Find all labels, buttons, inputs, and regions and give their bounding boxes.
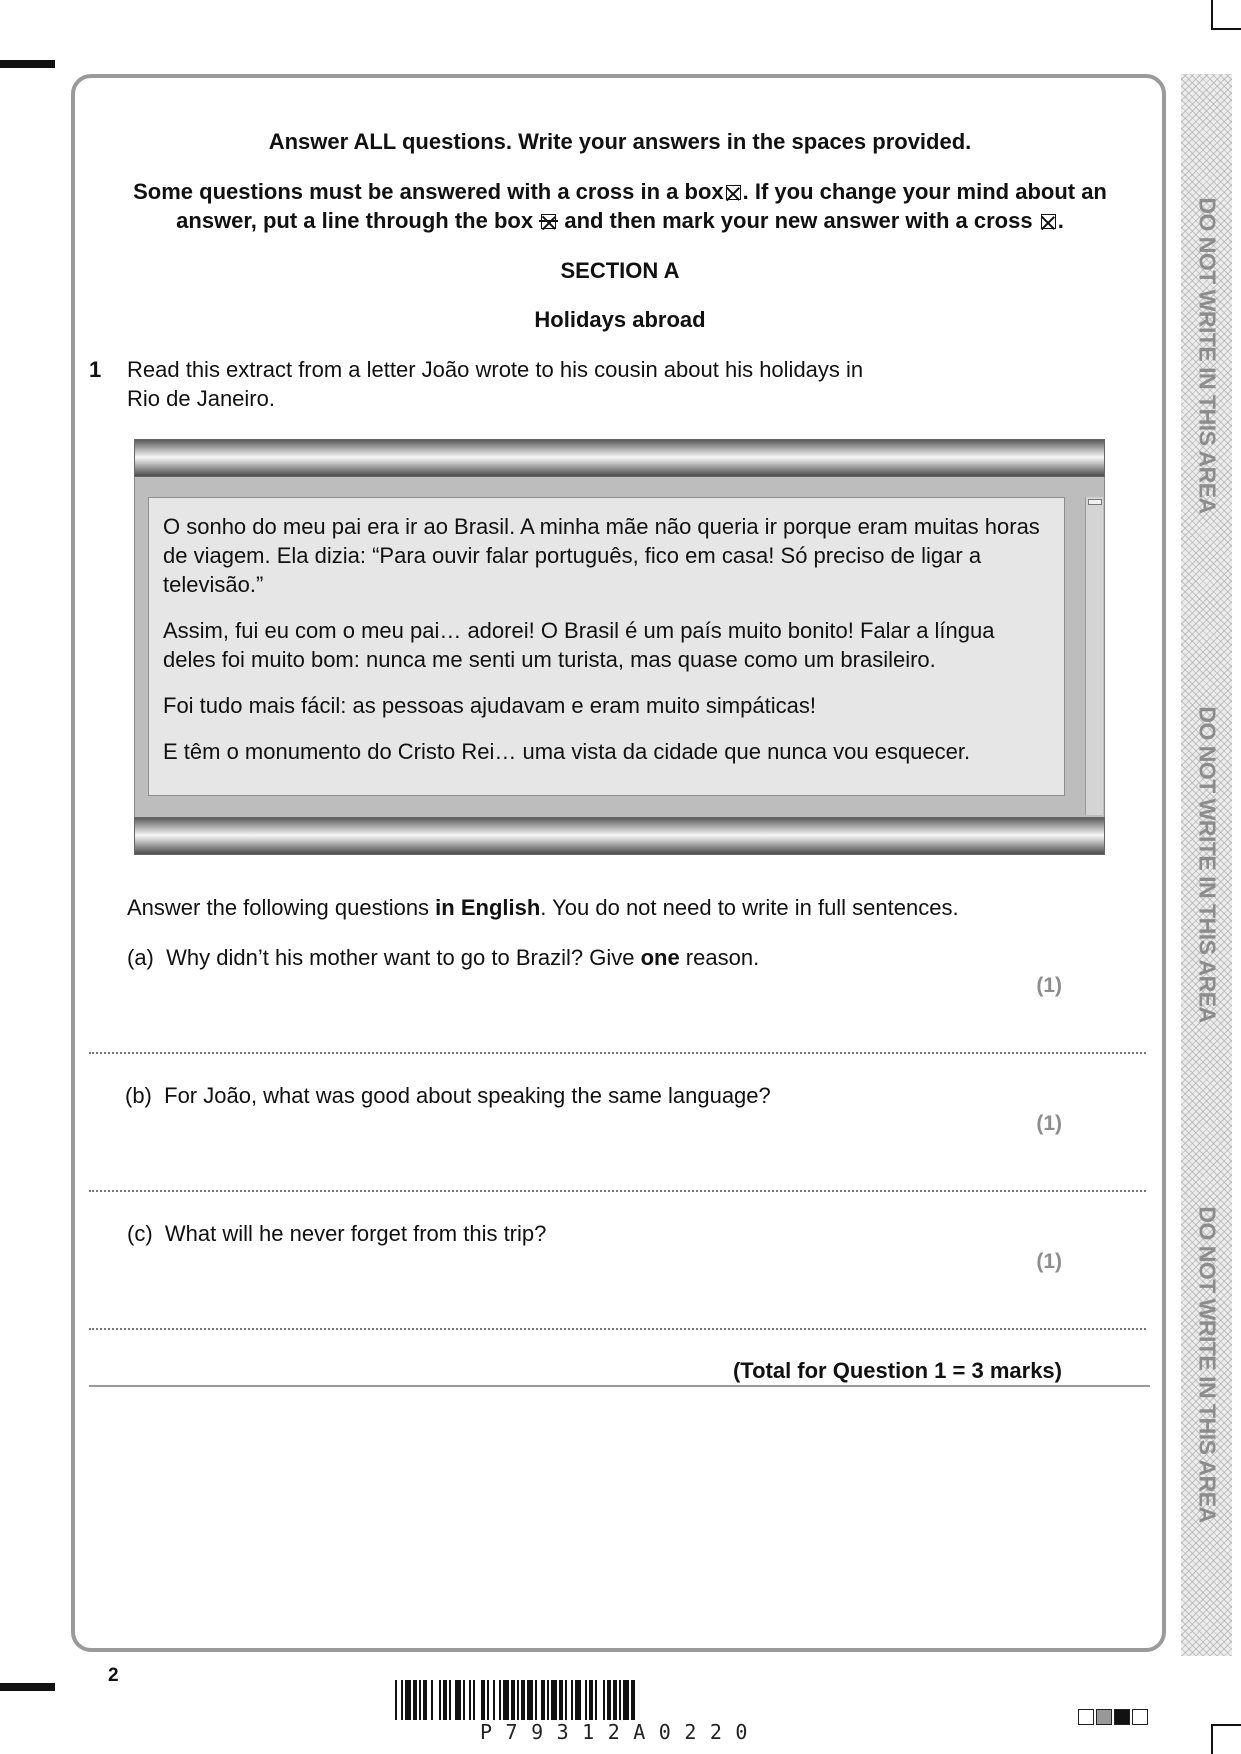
barcode-bar <box>551 1680 557 1720</box>
letter-paragraph: Foi tudo mais fácil: as pessoas ajudavam e eram muito simpáticas! <box>163 693 816 718</box>
instruction-text: Answer the following questions <box>127 895 436 920</box>
question-number: 1 <box>89 357 102 382</box>
letter-extract <box>148 497 1065 796</box>
page-number: 2 <box>108 1665 119 1686</box>
answer-line[interactable] <box>89 1052 1146 1054</box>
instruction-emphasis: in English <box>435 895 541 920</box>
barcode-bar <box>481 1680 485 1720</box>
instruction-line <box>90 177 1150 206</box>
scroll-rod-bottom <box>134 817 1105 855</box>
page-indicator-squares <box>1078 1709 1148 1725</box>
barcode-bar <box>575 1680 581 1720</box>
instruction-text: Some questions must be answered with a cross in a box <box>133 179 724 204</box>
barcode-bar <box>487 1680 489 1720</box>
letter-paragraph: Assim, fui eu com o meu pai… adorei! O Brasil é um país muito bonito! Falar a língua deles foi muito bom: nunca me senti um turista, mas quase como um brasileiro. <box>163 618 995 672</box>
barcode-bar <box>559 1680 563 1720</box>
barcode-bar <box>405 1680 411 1720</box>
sub-question-text: For João, what was good about speaking the same language? <box>164 1083 771 1108</box>
barcode-bar <box>585 1680 587 1720</box>
barcode-bar <box>439 1680 441 1720</box>
sub-question-c <box>127 1219 546 1248</box>
barcode-bar <box>419 1680 421 1720</box>
sub-question-b <box>125 1081 771 1110</box>
barcode-bar <box>423 1680 427 1720</box>
crop-mark <box>1211 0 1241 30</box>
cross-box-icon <box>1041 214 1056 229</box>
sub-question-a <box>127 943 759 972</box>
answer-line[interactable] <box>89 1328 1146 1330</box>
barcode-bar <box>595 1680 597 1720</box>
instruction-text: and then mark your new answer with a cross <box>564 208 1033 233</box>
letter-paragraph: E têm o monumento do Cristo Rei… uma vista da cidade que nunca vou esquecer. <box>163 739 971 764</box>
barcode-bar <box>517 1680 519 1720</box>
barcode-bar <box>413 1680 417 1720</box>
question-intro-line: Read this extract from a letter João wrote to his cousin about his holidays in <box>127 357 864 382</box>
instruction-line: Answer ALL questions. Write your answers in the spaces provided. <box>268 129 972 154</box>
barcode-bar <box>455 1680 461 1720</box>
barcode-bar <box>565 1680 567 1720</box>
barcode-bar <box>449 1680 451 1720</box>
sub-question-label: (c) <box>127 1221 153 1246</box>
barcode-bars <box>393 1680 848 1720</box>
letter-scrollbar <box>1085 497 1103 815</box>
sub-question-label: (a) <box>127 945 154 970</box>
barcode-bar <box>431 1680 433 1720</box>
barcode-bar <box>503 1680 509 1720</box>
barcode-bar <box>469 1680 471 1720</box>
question-intro <box>127 355 1027 413</box>
barcode-bar <box>473 1680 475 1720</box>
barcode-bar <box>443 1680 447 1720</box>
answer-instruction <box>127 893 1087 922</box>
instruction-text: . If you change your mind about an <box>742 179 1107 204</box>
barcode-bar <box>535 1680 537 1720</box>
sub-question-text: reason. <box>679 945 760 970</box>
indicator-square <box>1132 1709 1148 1725</box>
barcode-text: P79312A0220 <box>480 1720 761 1744</box>
marks-label: (1) <box>1036 1112 1062 1135</box>
barcode-bar <box>623 1680 629 1720</box>
barcode-bar <box>493 1680 495 1720</box>
barcode-bar <box>607 1680 611 1720</box>
registration-mark <box>0 1683 55 1691</box>
barcode-bar <box>619 1680 621 1720</box>
sub-question-text: What will he never forget from this trip? <box>164 1221 547 1246</box>
section-title: SECTION A <box>560 258 680 283</box>
marks-label: (1) <box>1036 974 1062 997</box>
sub-question-text: Why didn’t his mother want to go to Brazil? Give <box>166 945 641 970</box>
barcode-bar <box>571 1680 573 1720</box>
crop-mark <box>1211 1724 1241 1754</box>
barcode-bar <box>499 1680 501 1720</box>
indicator-square <box>1078 1709 1094 1725</box>
marks-label: (1) <box>1036 1250 1062 1273</box>
cross-box-icon <box>726 185 741 200</box>
barcode-bar <box>547 1680 549 1720</box>
instruction-text: answer, put a line through the box <box>176 208 534 233</box>
scroll-thumb <box>1088 499 1102 505</box>
barcode-bar <box>603 1680 605 1720</box>
barcode-bar <box>395 1680 397 1720</box>
barcode-bar <box>463 1680 465 1720</box>
barcode-bar <box>511 1680 515 1720</box>
registration-mark <box>0 60 55 68</box>
barcode-bar <box>613 1680 617 1720</box>
indicator-square <box>1114 1709 1130 1725</box>
total-divider <box>89 1385 1150 1387</box>
margin-warning: DO NOT WRITE IN THIS AREA <box>1194 1206 1220 1523</box>
margin-warning: DO NOT WRITE IN THIS AREA <box>1194 197 1220 514</box>
barcode-bar <box>631 1680 635 1720</box>
section-topic: Holidays abroad <box>534 307 706 332</box>
question-total: (Total for Question 1 = 3 marks) <box>732 1358 1062 1383</box>
barcode-bar <box>527 1680 533 1720</box>
barcode-bar <box>521 1680 525 1720</box>
barcode <box>393 1680 848 1742</box>
letter-paragraph: O sonho do meu pai era ir ao Brasil. A minha mãe não queria ir porque eram muitas horas de viagem. Ela dizia: “Para ouvir falar português, fico em casa! Só preciso de ligar a televisão.” <box>163 514 1040 597</box>
barcode-bar <box>589 1680 593 1720</box>
indicator-square <box>1096 1709 1112 1725</box>
answer-line[interactable] <box>89 1190 1146 1192</box>
sub-question-label: (b) <box>125 1083 152 1108</box>
instruction-text: . <box>1057 208 1064 233</box>
struck-cross-box-icon <box>541 214 556 229</box>
barcode-bar <box>541 1680 545 1720</box>
margin-warning: DO NOT WRITE IN THIS AREA <box>1194 706 1220 1023</box>
barcode-bar <box>401 1680 403 1720</box>
instruction-text: . You do not need to write in full sentences. <box>540 895 959 920</box>
instruction-line <box>90 206 1150 235</box>
scroll-rod-top <box>134 439 1105 477</box>
sub-question-emphasis: one <box>640 945 680 970</box>
margin-strip <box>1181 74 1232 1656</box>
question-intro-line: Rio de Janeiro. <box>127 386 275 411</box>
